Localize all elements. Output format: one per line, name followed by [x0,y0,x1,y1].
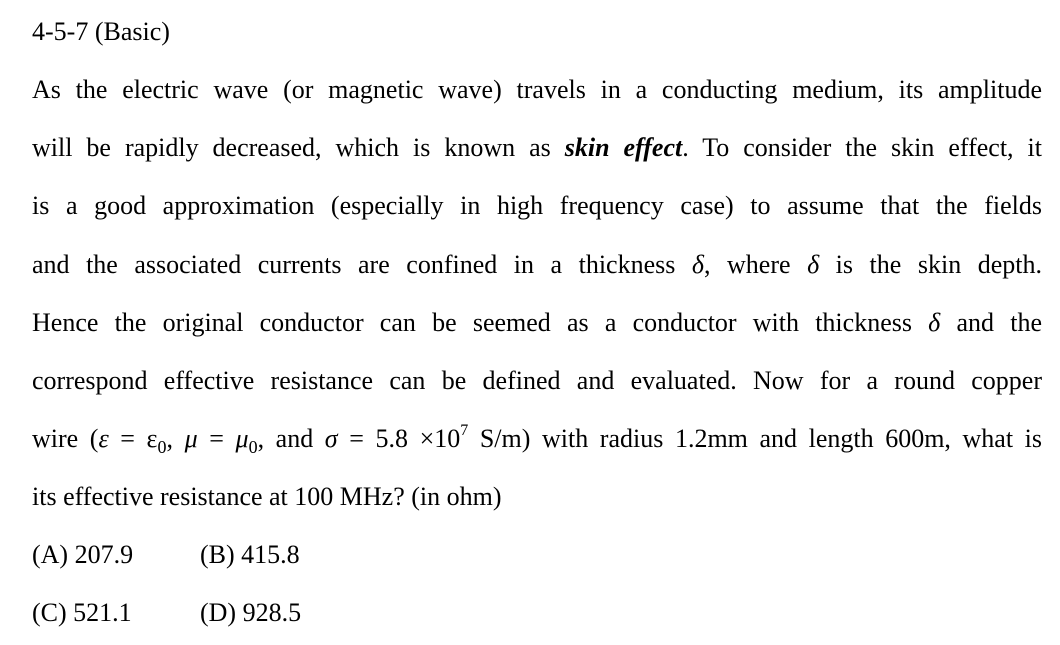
paragraph-text: and the associated currents are confined in a thickness [32,250,692,279]
choice-c: (C) 521.1 [32,598,132,627]
symbol-delta: δ [691,250,704,279]
choice-d: (D) 928.5 [200,598,302,627]
symbol-mu: μ [184,424,198,453]
paragraph-line-6 [32,363,1042,399]
symbol-delta: δ [928,308,941,337]
paragraph-text: = 5.8 ×10 [337,424,461,453]
paragraph-line-1 [32,72,1042,108]
symbol-epsilon: ε [98,424,109,453]
paragraph-text: , where [703,250,808,279]
choice-a: (A) 207.9 [32,540,134,569]
paragraph-line-8 [32,479,1042,515]
paragraph-line-5 [32,305,1042,341]
paragraph-text: , [166,424,185,453]
choice-b: (B) 415.8 [200,540,300,569]
symbol-sigma: σ [324,424,338,453]
paragraph-text: As the electric wave (or magnetic wave) travels in a conducting medium, its amplitude [32,75,1042,104]
paragraph-text: , and [257,424,325,453]
symbol-mu: μ [235,424,249,453]
paragraph-text: its effective resistance at 100 MHz? (in ohm) [32,482,502,511]
paragraph-text: and the [940,308,1042,337]
paragraph-line-4 [32,247,1042,283]
paragraph-text: Hence the original conductor can be seemed as a conductor with thickness [32,308,929,337]
subscript-zero: 0 [157,437,167,458]
paragraph-line-3 [32,188,1042,224]
paragraph-text: = ε [108,424,158,453]
subscript-zero: 0 [248,437,258,458]
paragraph-text: is a good approximation (especially in high frequency case) to assume that the fields [32,191,1042,220]
paragraph-line-2 [32,130,1042,166]
symbol-delta: δ [807,250,820,279]
paragraph-text: is the skin depth. [819,250,1042,279]
paragraph-text: S/m) with radius 1.2mm and length 600m, what is [468,424,1042,453]
problem-id-heading: 4-5-7 (Basic) [32,17,170,46]
paragraph-text: will be rapidly decreased, which is known as [32,133,565,162]
exponent: 7 [460,422,469,440]
paragraph-text: = [197,424,236,453]
paragraph-text: wire ( [32,424,99,453]
paragraph-text: correspond effective resistance can be defined and evaluated. Now for a round copper [32,366,1042,395]
paragraph-line-7 [32,421,1042,457]
key-term-skin-effect: skin effect [564,133,683,162]
paragraph-text: . To consider the skin effect, it [682,133,1042,162]
